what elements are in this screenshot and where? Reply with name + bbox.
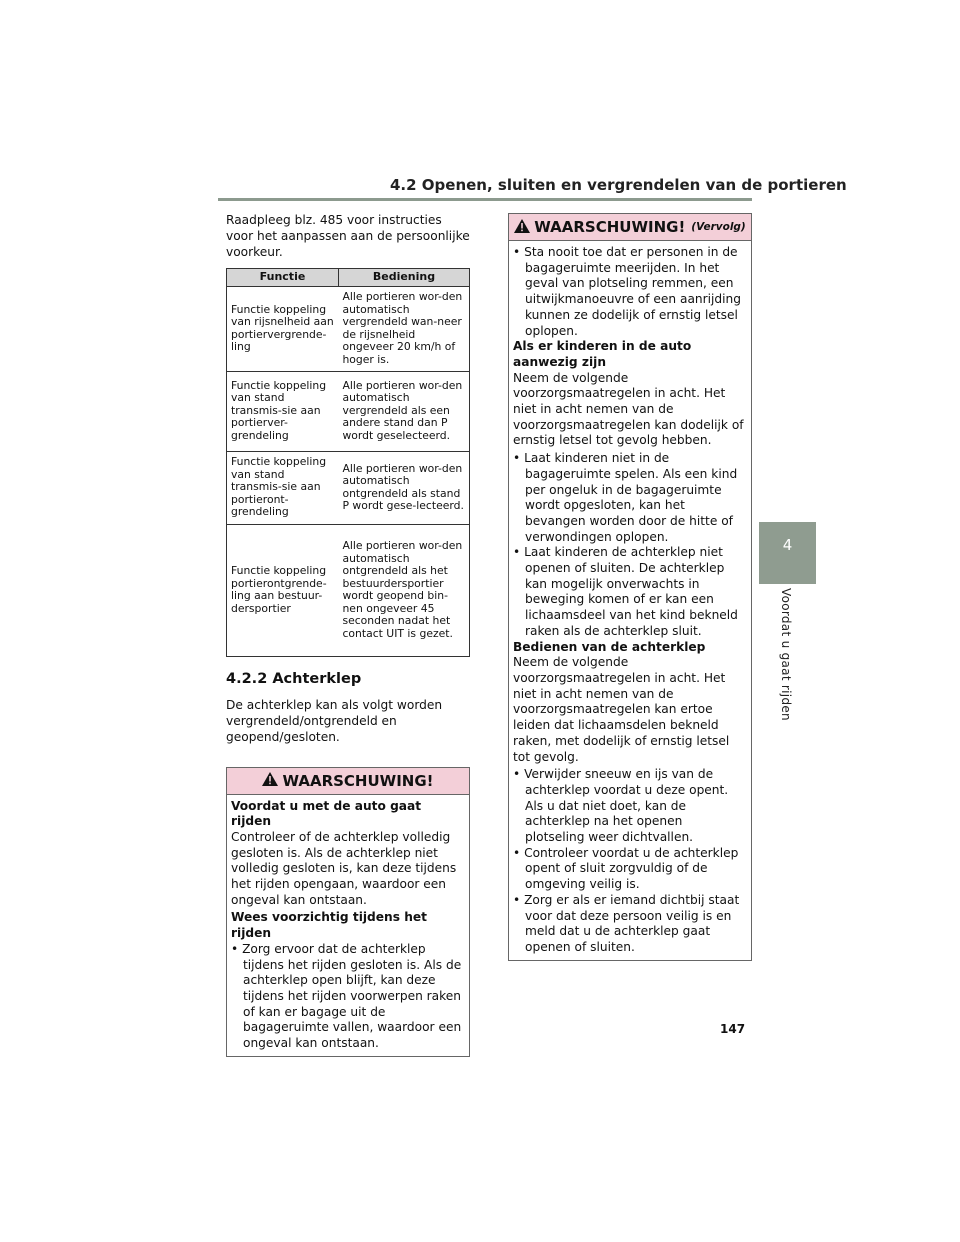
warning-box-continued [508,213,752,961]
table-cell-operation: Alle portieren wor-den automatisch vergrendeld als een andere stand dan P wordt geselecteerd. [338,371,469,451]
column-header: Functie [227,269,339,287]
table-row [227,524,470,656]
function-table [226,268,470,657]
warning-triangle-icon [514,218,530,237]
warning-bullet-list [513,245,745,339]
right-column [508,213,752,961]
list-item: • Laat kinderen niet in de bagageruimte spelen. Als een kind per ongeluk in de bagageruimte wordt opgesloten, kan het bevangen worden door de hitte of verwondingen oplopen. [513,451,745,545]
page-number: 147 [720,1022,746,1036]
warning-bullet-list [513,767,745,955]
table-cell-operation: Alle portieren wor-den automatisch vergrendeld wan-neer de rijsnelheid ongeveer 20 km/h of hoger is. [338,286,469,371]
list-item: • Sta nooit toe dat er personen in de bagageruimte meerijden. In het geval van plotseling remmen, een uitwijkmanoeuvre of een aanrijding kunnen ze dodelijk of ernstig letsel oplopen. [513,245,745,339]
list-item: • Verwijder sneeuw en ijs van de achterklep voordat u deze opent. Als u dat niet doet, kan de achterklep na het openen plotseling weer dichtvallen. [513,767,745,846]
warning-paragraph: Neem de volgende voorzorgsmaatregelen in acht. Het niet in acht nemen van de voorzorgsmaatregelen kan dodelijk of ernstig letsel tot gevolg hebben. [513,370,744,448]
section-title: 4.2.2 Achterklep [226,670,362,687]
warning-subheading: Voordat u met de auto gaat rijden [231,798,422,829]
list-item: • Laat kinderen de achterklep niet openen of sluiten. De achterklep kan mogelijk onverwachts in beweging komen of er kan een lichaamsdeel van het kind bekneld raken als de achterklep sluit. [513,545,745,639]
warning-content [509,241,751,960]
warning-bullet-list [513,451,745,639]
warning-header [227,768,469,795]
list-item: • Zorg er als er iemand dichtbij staat voor dat deze persoon veilig is en meld dat u de achterklep gaat openen of sluiten. [513,893,745,956]
warning-content [227,795,469,1056]
chapter-number: 4 [782,536,793,554]
table-cell-operation: Alle portieren wor-den automatisch ontgrendeld als stand P wordt gese-lecteerd. [338,451,469,524]
warning-subheading: Wees voorzichtig tijdens het rijden [231,910,427,941]
list-item: • Zorg ervoor dat de achterklep tijdens het rijden gesloten is. Als de achterklep open blijft, kan deze tijdens het rijden voorwerpen raken of kan er bagage uit de bagageruimte vallen, waardoor een ongeval kan ontstaan. [231,942,463,1052]
table-cell-function: Functie koppeling van stand transmis-sie aan portierver-grendeling [227,371,339,451]
warning-continued-label: (Vervolg) [691,221,746,233]
page-header: 4.2 Openen, sluiten en vergrendelen van de portieren [390,176,847,194]
column-header: Bediening [338,269,469,287]
warning-subheading: Als er kinderen in de auto aanwezig zijn [513,339,692,369]
table-row [227,451,470,524]
intro-text: Raadpleeg blz. 485 voor instructies voor het aanpassen aan de persoonlijke voorkeur. [226,213,470,259]
list-item: • Controleer voordat u de achterklep opent of sluit zorgvuldig of de omgeving veilig is. [513,846,745,893]
warning-paragraph: Controleer of de achterklep volledig gesloten is. Als de achterklep niet volledig gesloten is, kan deze tijdens het rijden opengaan, waardoor een ongeval kan ontstaan. [231,829,457,907]
table-cell-function: Functie koppeling portierontgrende-ling aan bestuur-dersportier [227,524,339,656]
table-cell-operation: Alle portieren wor-den automatisch ontgrendeld als het bestuurdersportier wordt geopend bin-nen ongeveer 45 seconden nadat het contact UIT is gezet. [338,524,469,656]
table-row [227,286,470,371]
section-body: De achterklep kan als volgt worden vergrendeld/ontgrendeld en geopend/gesloten. [226,697,443,744]
warning-title: WAARSCHUWING! [282,771,434,790]
table-cell-function: Functie koppeling van stand transmis-sie aan portieront-grendeling [227,451,339,524]
warning-paragraph: Neem de volgende voorzorgsmaatregelen in acht. Het niet in acht nemen van de voorzorgsmaatregelen kan ertoe leiden dat lichaamsdelen bekneld raken, met dodelijk of ernstig letsel tot gevolg. [513,655,730,764]
warning-header [509,214,751,241]
table-header-row [227,269,470,287]
table-row [227,371,470,451]
warning-bullet-list [231,942,463,1052]
warning-box [226,767,470,1057]
chapter-label: Voordat u gaat rijden [779,588,793,721]
left-column [226,212,470,1057]
table-cell-function: Functie koppeling van rijsnelheid aan portiervergrende-ling [227,286,339,371]
warning-triangle-icon [262,771,278,790]
warning-title: WAARSCHUWING! [534,218,686,236]
warning-subheading: Bedienen van de achterklep [513,639,706,654]
header-rule [218,198,752,201]
